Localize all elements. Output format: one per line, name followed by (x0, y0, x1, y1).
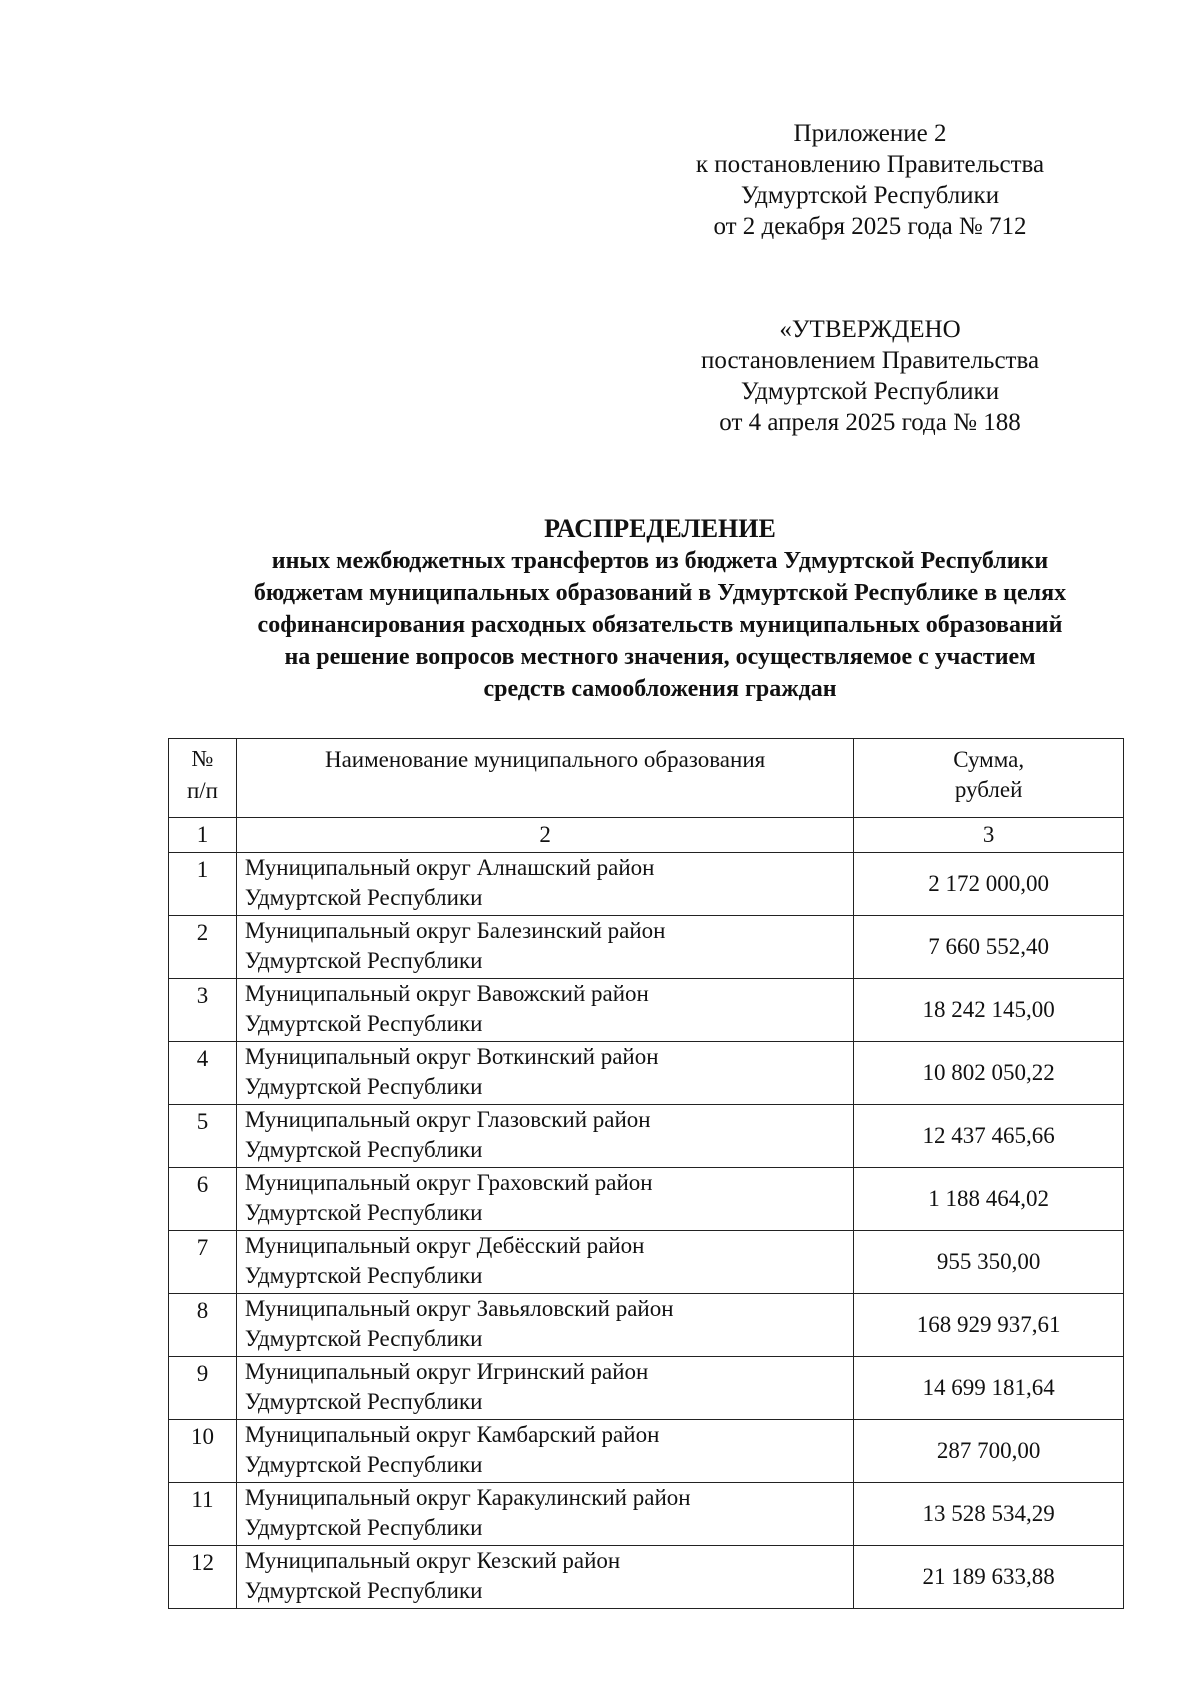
row-sum: 10 802 050,22 (854, 1042, 1124, 1105)
table-row (169, 1231, 1124, 1294)
table-row (169, 1546, 1124, 1609)
header-number-line: п/п (186, 778, 218, 803)
row-municipality-line: Муниципальный округ Кезский район (244, 1548, 621, 1573)
row-sum: 7 660 552,40 (854, 916, 1124, 979)
row-number: 12 (169, 1546, 237, 1609)
column-index: 3 (854, 818, 1124, 853)
table-row (169, 853, 1124, 916)
header-sum-line: Сумма, (953, 747, 1025, 772)
appendix-line: от 2 декабря 2025 года № 712 (713, 213, 1027, 240)
row-municipality-line: Муниципальный округ Вавожский район (244, 981, 649, 1006)
title-main: РАСПРЕДЕЛЕНИЕ (544, 514, 776, 543)
approval-line: постановлением Правительства (700, 347, 1040, 374)
row-municipality (236, 1168, 853, 1231)
row-municipality-line: Муниципальный округ Камбарский район (244, 1422, 660, 1447)
row-municipality-line: Муниципальный округ Балезинский район (244, 918, 666, 943)
header-number (169, 739, 237, 818)
row-municipality-line: Удмуртской Республики (244, 1326, 483, 1351)
approval-block (650, 314, 1090, 438)
row-municipality (236, 853, 853, 916)
row-municipality (236, 1420, 853, 1483)
table-row (169, 1483, 1124, 1546)
row-number: 1 (169, 853, 237, 916)
row-municipality (236, 979, 853, 1042)
row-municipality-line: Муниципальный округ Каракулинский район (244, 1485, 691, 1510)
table-row (169, 1294, 1124, 1357)
row-municipality-line: Муниципальный округ Алнашский район (244, 855, 655, 880)
approval-line: Удмуртской Республики (740, 378, 1000, 405)
row-municipality-line: Удмуртской Республики (244, 1578, 483, 1603)
appendix-line: к постановлению Правительства (695, 151, 1045, 178)
row-municipality-line: Муниципальный округ Дебёсский район (244, 1233, 645, 1258)
table-row (169, 1357, 1124, 1420)
appendix-line: Удмуртской Республики (740, 182, 1000, 209)
title-line: на решение вопросов местного значения, осуществляемое с участием (284, 644, 1036, 670)
row-municipality-line: Удмуртской Республики (244, 1515, 483, 1540)
row-sum: 12 437 465,66 (854, 1105, 1124, 1168)
row-number: 2 (169, 916, 237, 979)
row-sum: 21 189 633,88 (854, 1546, 1124, 1609)
header-sum-line: рублей (954, 777, 1023, 802)
row-municipality (236, 1357, 853, 1420)
title-line: бюджетам муниципальных образований в Удмуртской Республике в целях (253, 580, 1067, 606)
row-number: 7 (169, 1231, 237, 1294)
row-municipality-line: Удмуртской Республики (244, 1074, 483, 1099)
table-header-row (169, 739, 1124, 818)
distribution-table (168, 738, 1124, 1609)
row-municipality (236, 1105, 853, 1168)
row-number: 8 (169, 1294, 237, 1357)
row-sum: 14 699 181,64 (854, 1357, 1124, 1420)
row-sum: 287 700,00 (854, 1420, 1124, 1483)
title-line: средств самообложения граждан (483, 676, 837, 702)
row-municipality (236, 1483, 853, 1546)
row-municipality-line: Удмуртской Республики (244, 1452, 483, 1477)
row-number: 6 (169, 1168, 237, 1231)
table-row (169, 916, 1124, 979)
row-sum: 13 528 534,29 (854, 1483, 1124, 1546)
row-municipality-line: Муниципальный округ Воткинский район (244, 1044, 659, 1069)
row-municipality-line: Удмуртской Республики (244, 1263, 483, 1288)
row-municipality (236, 916, 853, 979)
row-number: 5 (169, 1105, 237, 1168)
row-number: 9 (169, 1357, 237, 1420)
document-title (120, 512, 1200, 705)
table-row (169, 1105, 1124, 1168)
column-index-row (169, 818, 1124, 853)
row-sum: 168 929 937,61 (854, 1294, 1124, 1357)
row-sum: 18 242 145,00 (854, 979, 1124, 1042)
row-municipality-line: Удмуртской Республики (244, 1200, 483, 1225)
approval-line: «УТВЕРЖДЕНО (779, 316, 961, 343)
column-index: 1 (169, 818, 237, 853)
row-municipality-line: Удмуртской Республики (244, 1389, 483, 1414)
row-number: 10 (169, 1420, 237, 1483)
title-line: иных межбюджетных трансфертов из бюджета Удмуртской Республики (271, 548, 1049, 574)
column-index: 2 (236, 818, 853, 853)
row-number: 3 (169, 979, 237, 1042)
approval-line: от 4 апреля 2025 года № 188 (719, 409, 1021, 436)
table-row (169, 1042, 1124, 1105)
row-municipality (236, 1294, 853, 1357)
header-sum (854, 739, 1124, 818)
row-municipality-line: Удмуртской Республики (244, 948, 483, 973)
title-line: софинансирования расходных обязательств муниципальных образований (257, 612, 1063, 638)
table-row (169, 1168, 1124, 1231)
row-municipality-line: Удмуртской Республики (244, 1137, 483, 1162)
row-number: 4 (169, 1042, 237, 1105)
row-sum: 2 172 000,00 (854, 853, 1124, 916)
row-municipality-line: Удмуртской Республики (244, 1011, 483, 1036)
row-sum: 1 188 464,02 (854, 1168, 1124, 1231)
appendix-block (650, 118, 1090, 242)
row-municipality-line: Муниципальный округ Завьяловский район (244, 1296, 674, 1321)
row-municipality (236, 1231, 853, 1294)
row-municipality-line: Муниципальный округ Игринский район (244, 1359, 649, 1384)
table-row (169, 1420, 1124, 1483)
row-municipality-line: Удмуртской Республики (244, 885, 483, 910)
row-municipality-line: Муниципальный округ Глазовский район (244, 1107, 651, 1132)
table-row (169, 979, 1124, 1042)
row-number: 11 (169, 1483, 237, 1546)
row-sum: 955 350,00 (854, 1231, 1124, 1294)
row-municipality (236, 1546, 853, 1609)
row-municipality (236, 1042, 853, 1105)
row-municipality-line: Муниципальный округ Граховский район (244, 1170, 653, 1195)
header-name: Наименование муниципального образования (236, 739, 853, 818)
header-number-line: № (191, 746, 214, 771)
appendix-line: Приложение 2 (793, 120, 947, 147)
